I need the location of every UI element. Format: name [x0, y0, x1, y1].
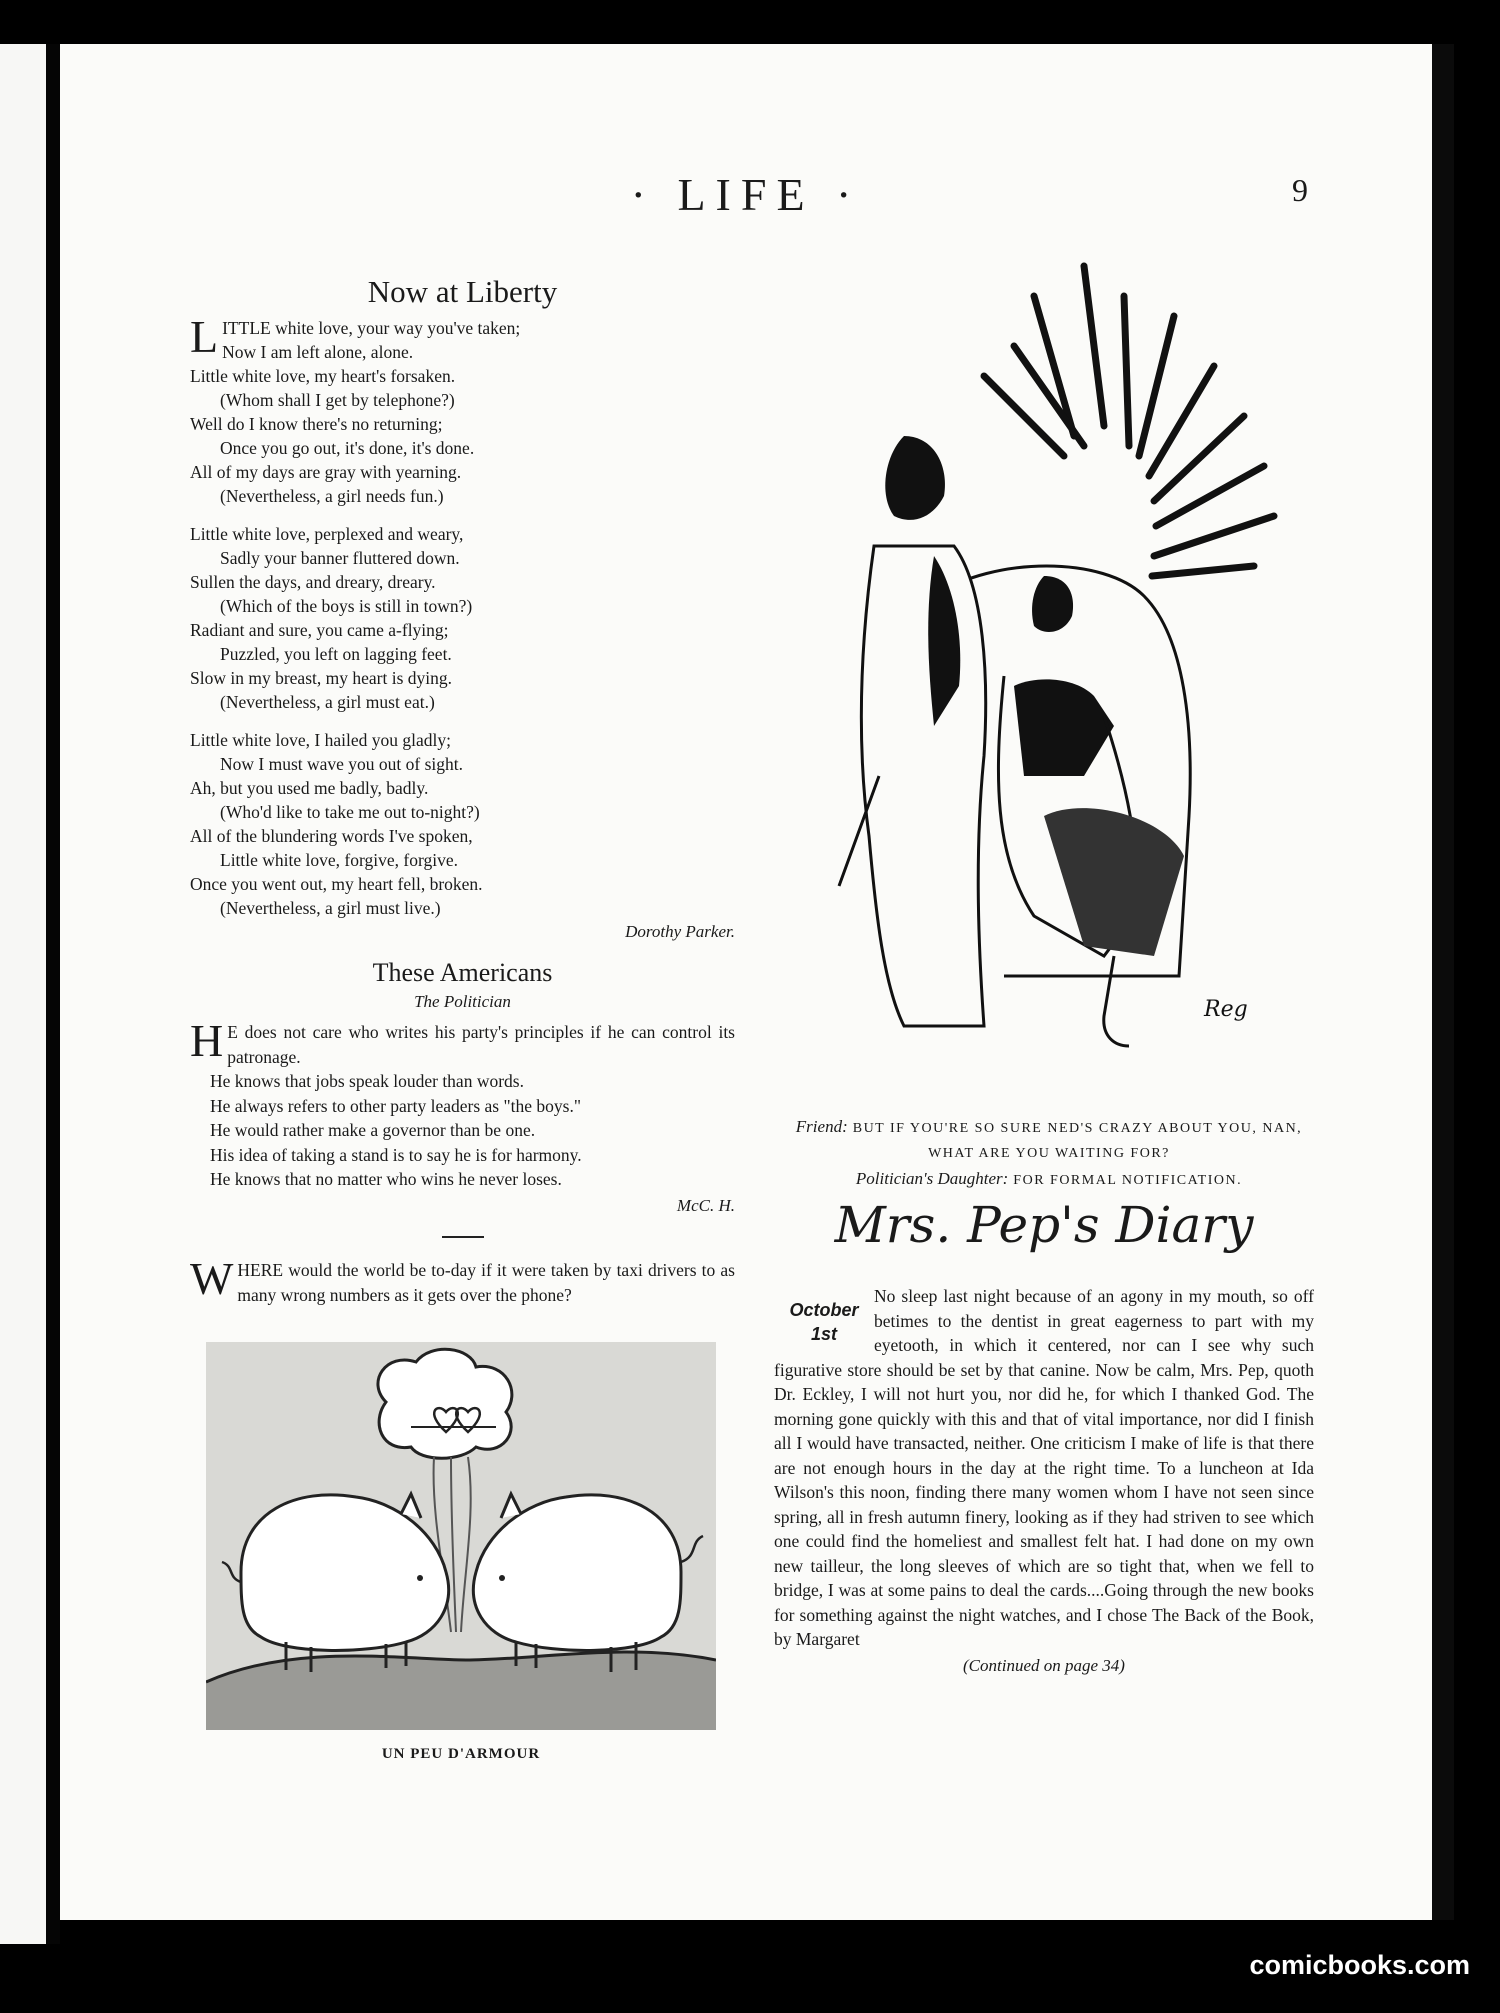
americans-line: He knows that no matter who wins he never loses. — [210, 1169, 562, 1189]
poem-line: (Nevertheless, a girl must eat.) — [220, 692, 435, 712]
poem-line: (Who'd like to take me out to-night?) — [220, 802, 480, 822]
americans-line: He always refers to other party leaders as "the boys." — [210, 1095, 581, 1116]
page-number: 9 — [1292, 172, 1308, 208]
americans-title: These Americans — [372, 958, 553, 987]
poem-body — [190, 311, 735, 942]
caption-line-friend: BUT IF YOU'RE SO SURE NED'S CRAZY ABOUT YOU, NAN, WHAT ARE YOU WAITING FOR? — [852, 1121, 1303, 1161]
poem-line: Slow in my breast, my heart is dying. — [190, 668, 452, 688]
section-divider — [442, 1236, 484, 1238]
poem-line: Once you go out, it's done, it's done. — [220, 438, 475, 458]
poem-line: Now I am left alone, alone. — [222, 342, 414, 362]
pigs-drawing — [206, 1342, 716, 1730]
quip-text: HERE would the world be to-day if it were taken by taxi drivers to as many wrong numbers as it gets over the phone? — [237, 1260, 735, 1305]
poem-stanza-2 — [190, 522, 735, 714]
masthead: · LIFE · — [630, 169, 862, 220]
poem-line: Radiant and sure, you came a-flying; — [190, 620, 449, 640]
diary-date-day: 1st — [810, 1324, 837, 1344]
poem-line: (Whom shall I get by telephone?) — [220, 390, 455, 410]
americans-body — [190, 1015, 735, 1218]
poem-line: Puzzled, you left on lagging feet. — [220, 644, 452, 664]
pigs-cartoon — [206, 1342, 716, 1730]
caption-speaker-friend: Friend: — [795, 1117, 848, 1136]
caption-line-daughter: FOR FORMAL NOTIFICATION. — [1013, 1173, 1243, 1188]
poem-line: (Nevertheless, a girl needs fun.) — [220, 486, 444, 506]
poem-stanza-3 — [190, 728, 735, 920]
drop-cap: H — [190, 1015, 224, 1066]
poem-line: Little white love, I hailed you gladly; — [190, 730, 451, 750]
poem-author: Dorothy Parker. — [625, 922, 735, 941]
diary-text: No sleep last night because of an agony in my mouth, so off betimes to the dentist in great eagerness to part with my eyetooth, in which it centered, nor can I see why such figurative store should be set by that canine. Now be calm, Mrs. Pep, quoth Dr. Eckley, I will not hurt you, nor did he, for which I thanked God. The morning gone quickly with this and that of vital importance, nor did I finish all I would have transacted, neither. One criticism I make of life is that there are not enough hours in the day at the right time. To a luncheon at Ida Wilson's this noon, finding there many women whom I have not seen since spring, all in fresh autumn finery, looking as if they had striven to see which one could find the homeliest and smallest felt hat. I had done on my own new tailleur, the long sleeves of which are so tight that, when we fell to bridge, I was at some pains to deal the cards....Going through the new books for something against the night watches, and I chose The Back of the Book, by Margaret — [774, 1286, 1314, 1649]
poem-line: All of the blundering words I've spoken, — [190, 826, 473, 846]
poem-line: All of my days are gray with yearning. — [190, 462, 462, 482]
left-column — [190, 274, 735, 1307]
poem-title: Now at Liberty — [367, 274, 558, 309]
americans-line: He knows that jobs speak louder than words. — [210, 1071, 524, 1091]
illustration — [784, 256, 1314, 1126]
americans-lead: E does not care who writes his party's principles if he can control its patronage. — [227, 1022, 735, 1067]
illustration-drawing — [784, 256, 1314, 1076]
drop-cap: L — [190, 311, 219, 362]
poem-line: (Nevertheless, a girl must live.) — [220, 898, 441, 918]
americans-author: McC. H. — [676, 1195, 735, 1215]
magazine-page — [60, 44, 1432, 1920]
caption-speaker-daughter: Politician's Daughter: — [855, 1169, 1009, 1188]
diary-continued: (Continued on page 34) — [963, 1655, 1125, 1675]
poem-line: Little white love, forgive, forgive. — [220, 850, 458, 870]
diary-body — [774, 1284, 1314, 1678]
diary-date — [774, 1298, 874, 1346]
book-spine — [46, 44, 60, 1944]
poem-line: (Which of the boys is still in town?) — [220, 596, 473, 616]
drop-cap: W — [190, 1253, 234, 1304]
poem-line: Sullen the days, and dreary, dreary. — [190, 572, 436, 592]
poem-stanza-1 — [190, 311, 735, 508]
diary-title: Mrs. Pep's Diary — [834, 1196, 1254, 1254]
diary-date-month: October — [789, 1300, 859, 1320]
americans-subtitle: The Politician — [414, 992, 511, 1011]
watermark: comicbooks.com — [1249, 1950, 1470, 1980]
poem-line: Ah, but you used me badly, badly. — [190, 778, 429, 798]
quip-paragraph — [190, 1253, 735, 1307]
poem-line: Little white love, my heart's forsaken. — [190, 366, 456, 386]
poem-line: Sadly your banner fluttered down. — [220, 548, 460, 568]
illustration-caption — [784, 1114, 1314, 1193]
illustration-signature: Reg — [1204, 997, 1248, 1022]
americans-line: His idea of taking a stand is to say he is for harmony. — [210, 1144, 582, 1165]
poem-line: Now I must wave you out of sight. — [220, 754, 464, 774]
americans-line: He would rather make a governor than be one. — [210, 1120, 536, 1140]
poem-line: Well do I know there's no returning; — [190, 414, 443, 434]
page-edge-shadow — [1432, 44, 1454, 1920]
poem-line: Little white love, perplexed and weary, — [190, 524, 464, 544]
previous-page-edge — [0, 44, 46, 1944]
pigs-caption: UN PEU D'ARMOUR — [381, 1746, 541, 1762]
poem-line: ITTLE white love, your way you've taken; — [222, 318, 521, 338]
poem-line: Once you went out, my heart fell, broken. — [190, 874, 483, 894]
